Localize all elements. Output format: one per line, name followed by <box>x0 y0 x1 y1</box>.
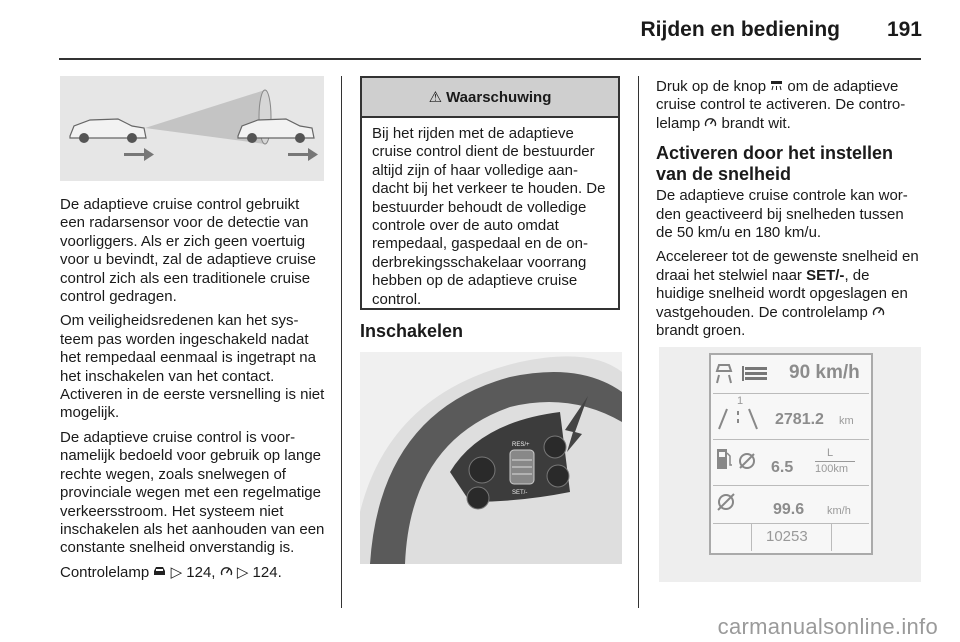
consumption-unit-bottom: 100km <box>815 463 849 475</box>
ref-page-2[interactable]: 124. <box>252 563 282 581</box>
button-left-top <box>469 457 495 483</box>
display-divider-6 <box>831 523 832 551</box>
display-divider-4 <box>713 523 869 524</box>
section-heading-inschakelen: Inschakelen <box>360 321 464 341</box>
button-right-bottom <box>547 465 569 487</box>
intro-text-c: brandt wit. <box>721 114 791 132</box>
ref-arrow-icon: ▷ <box>170 563 183 581</box>
warning-triangle-icon: ⚠ <box>428 89 443 106</box>
avg-speed: 99.6 <box>773 501 805 518</box>
road-icon <box>715 407 761 431</box>
page-header-title: Rijden en bediening <box>640 18 840 41</box>
column-divider-1 <box>341 76 342 608</box>
fraction-line <box>815 461 855 462</box>
display-divider-5 <box>751 523 752 551</box>
direction-arrow-left-icon <box>124 148 154 161</box>
paragraph-safety: Om veiligheidsredenen kan het systeem pas worden ingeschakeld nadat het rempedaal eenmaal is ingetrapt na het inschakelen van het contact. Activeren in de eerste versnelling is niet mogelijk. <box>60 312 325 422</box>
avg-speed-unit: km/h <box>827 505 851 517</box>
paragraph-references <box>60 564 325 582</box>
set-text-c: brandt groen. <box>656 322 746 340</box>
warning-header <box>362 78 618 118</box>
column-divider-2 <box>638 76 639 608</box>
set-speed: 90 km/h <box>789 362 860 383</box>
button-left-bottom <box>467 487 489 509</box>
fuel-pump-icon <box>715 447 759 473</box>
set-text-b: , de huidige snelheid wordt opgeslagen en vastgehouden. De controlelamp <box>656 266 908 321</box>
cruise-lamp-icon-green <box>872 306 885 317</box>
distance-bars-icon <box>742 366 767 381</box>
direction-arrow-right-icon <box>288 148 318 161</box>
paragraph-activate <box>656 78 921 133</box>
set-text-a: Accelereer tot de gewenste snelheid en draai het stelwiel naar <box>656 248 919 284</box>
car-icon <box>153 566 166 577</box>
button-right-top <box>544 436 566 458</box>
steering-wheel-svg <box>360 352 622 564</box>
display-divider-1 <box>713 393 869 394</box>
header-rule <box>59 58 921 60</box>
radar-cars-svg <box>60 76 324 181</box>
radar-illustration <box>60 76 324 181</box>
intro-text-a: Druk op de knop <box>656 78 767 95</box>
right-text-column <box>656 78 921 346</box>
paragraph-intro: De adaptieve cruise control gebruikt een radarsensor voor de detectie van voorliggers. Als er zich geen voertuig voor u bevindt, zal de adaptieve cruise control zich als een traditionele cruise control gedragen. <box>60 196 316 306</box>
label-res: RES/+ <box>512 442 530 448</box>
odometer: 10253 <box>766 528 808 545</box>
watermark: carmanualsonline.info <box>717 614 938 639</box>
acc-status-icons <box>715 361 771 387</box>
display-divider-3 <box>713 485 869 486</box>
avg-speed-icon <box>715 491 737 513</box>
intro-text-b: om de adaptieve cruise control te activeren. De controlelamp <box>656 78 906 132</box>
label-set: SET/- <box>512 490 528 496</box>
instrument-display <box>659 347 921 582</box>
trip-distance: 2781.2 <box>775 411 824 428</box>
gear-indicator: 1 <box>737 395 744 407</box>
distance-car-icon <box>717 365 731 383</box>
section-heading-activate-speed: Activeren door het instellen van de snelheid <box>656 143 894 185</box>
ref-page-1[interactable]: 124, <box>186 563 216 581</box>
warning-body: Bij het rijden met de adaptieve cruise control dient de bestuurder altijd zijn of haar volledige aandacht bij het verkeer te houden. De bestuurder behoudt de volledige controle over de auto omdat rempedaal, gaspedaal en de onderbrekingsschakelaar voorrang hebben op de adaptieve cruise control. <box>372 125 606 308</box>
acc-button-icon <box>770 80 783 91</box>
warning-box <box>360 76 620 310</box>
display-frame <box>709 353 873 555</box>
warning-title: Waarschuwing <box>446 88 552 106</box>
paragraph-usage: De adaptieve cruise control is voornamelijk bedoeld voor gebruik op lange rechte wegen, zoals snelwegen of provinciale wegen met een regelmatige verkeersstroom. Het systeem niet inschakelen als het aanhouden van een constante snelheid onverstandig is. <box>60 428 325 557</box>
paragraph-set-speed <box>656 248 921 340</box>
page-number: 191 <box>886 18 922 41</box>
cruise-lamp-icon <box>220 566 233 577</box>
ref-prefix: Controlelamp <box>60 563 150 581</box>
set-keyword: SET/- <box>806 266 845 284</box>
trip-distance-unit: km <box>839 415 854 427</box>
display-divider-2 <box>713 439 869 440</box>
steering-wheel-photo <box>360 352 622 564</box>
avg-consumption: 6.5 <box>771 459 794 476</box>
consumption-unit-top: L <box>827 447 834 459</box>
rear-car-icon <box>70 119 146 143</box>
front-car-icon <box>238 119 314 143</box>
ref-arrow-icon-2: ▷ <box>236 563 249 581</box>
paragraph-speed-range: De adaptieve cruise controle kan worden geactiveerd bij snelheden tussen de 50 km/u en 180 km/u. <box>656 187 908 242</box>
cruise-lamp-icon-white <box>704 117 717 128</box>
left-text-column <box>60 196 325 588</box>
